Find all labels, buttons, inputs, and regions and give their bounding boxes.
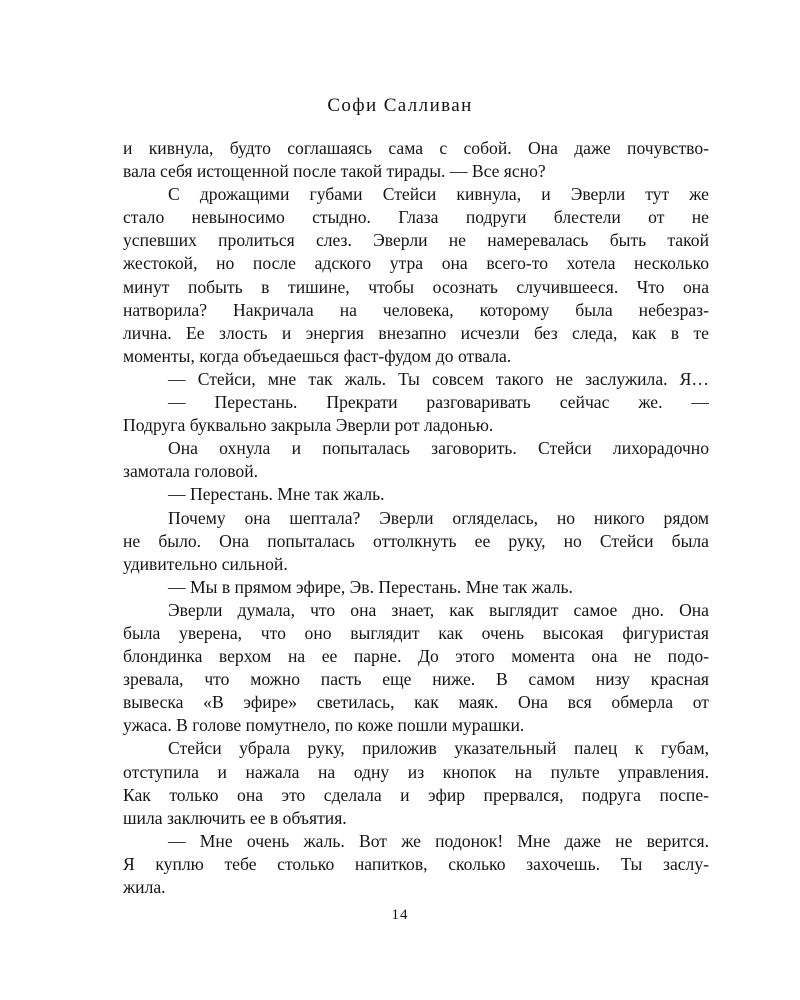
text-line: и кивнула, будто соглашаясь сама с собой. Она даже почувство- (123, 138, 709, 158)
text-line: С дрожащими губами Стейси кивнула, и Эверли тут же (168, 184, 709, 205)
text-line: вала себя истощенной после такой тирады. — Все ясно? (123, 161, 546, 182)
text-line: зревала, что можно пасть еще ниже. В самом низу красная (123, 669, 709, 690)
text-line: натворила? Накричала на человека, которому была небезраз- (123, 299, 709, 320)
text-line: стало невыносимо стыдно. Глаза подруги блестели от не (123, 207, 709, 228)
text-line: — Перестань. Прекрати разговаривать сейчас же. — (168, 392, 709, 413)
text-line: — Стейси, мне так жаль. Ты совсем такого не заслужила. Я… (168, 368, 709, 389)
text-line: Как только она это сделала и эфир прервался, подруга поспе- (123, 784, 709, 805)
text-line: Подруга буквально закрыла Эверли рот ладонью. (123, 415, 494, 436)
text-line: моменты, когда объедаешься фаст-фудом до отвала. (123, 345, 512, 366)
text-line: минут побыть в тишине, чтобы осознать случившееся. Что она (123, 276, 709, 297)
text-line: была уверена, что оно выглядит как очень высокая фигуристая (123, 622, 709, 643)
text-line: замотала головой. (123, 461, 259, 482)
text-line: жестокой, но после адского утра она всего-то хотела несколько (123, 253, 709, 274)
text-line: Эверли думала, что она знает, как выглядит самое дно. Она (168, 599, 709, 620)
text-line: Почему она шептала? Эверли огляделась, но никого рядом (168, 507, 709, 528)
text-line: Стейси убрала руку, приложив указательный палец к губам, (168, 738, 709, 759)
text-line: Она охнула и попыталась заговорить. Стейси лихорадочно (168, 438, 709, 459)
body-text (123, 137, 709, 899)
page-number: 14 (391, 907, 409, 923)
text-line: — Мне очень жаль. Вот же подонок! Мне даже не верится. (168, 830, 709, 851)
text-line: шила заключить ее в объятия. (123, 807, 347, 828)
text-line: жила. (123, 877, 166, 897)
text-line: лична. Ее злость и энергия внезапно исчезли без следа, как в те (123, 322, 709, 343)
text-line: — Мы в прямом эфире, Эв. Перестань. Мне так жаль. (168, 576, 573, 597)
running-head-author: Софи Салливан (327, 95, 473, 116)
text-line: вывеска «В эфире» светилась, как маяк. Она вся обмерла от (123, 692, 709, 713)
text-line: удивительно сильной. (123, 553, 288, 574)
text-line: Я куплю тебе столько напитков, сколько захочешь. Ты заслу- (123, 853, 709, 874)
text-line: — Перестань. Мне так жаль. (168, 484, 385, 505)
text-line: не было. Она попыталась оттолкнуть ее руку, но Стейси была (123, 530, 709, 551)
text-line: отступила и нажала на одну из кнопок на пульте управления. (123, 761, 709, 782)
text-line: ужаса. В голове помутнело, по коже пошли мурашки. (123, 715, 525, 736)
text-line: успевших пролиться слез. Эверли не намеревалась быть такой (123, 230, 709, 251)
text-line: блондинка верхом на ее парне. До этого момента она не подо- (123, 646, 709, 667)
